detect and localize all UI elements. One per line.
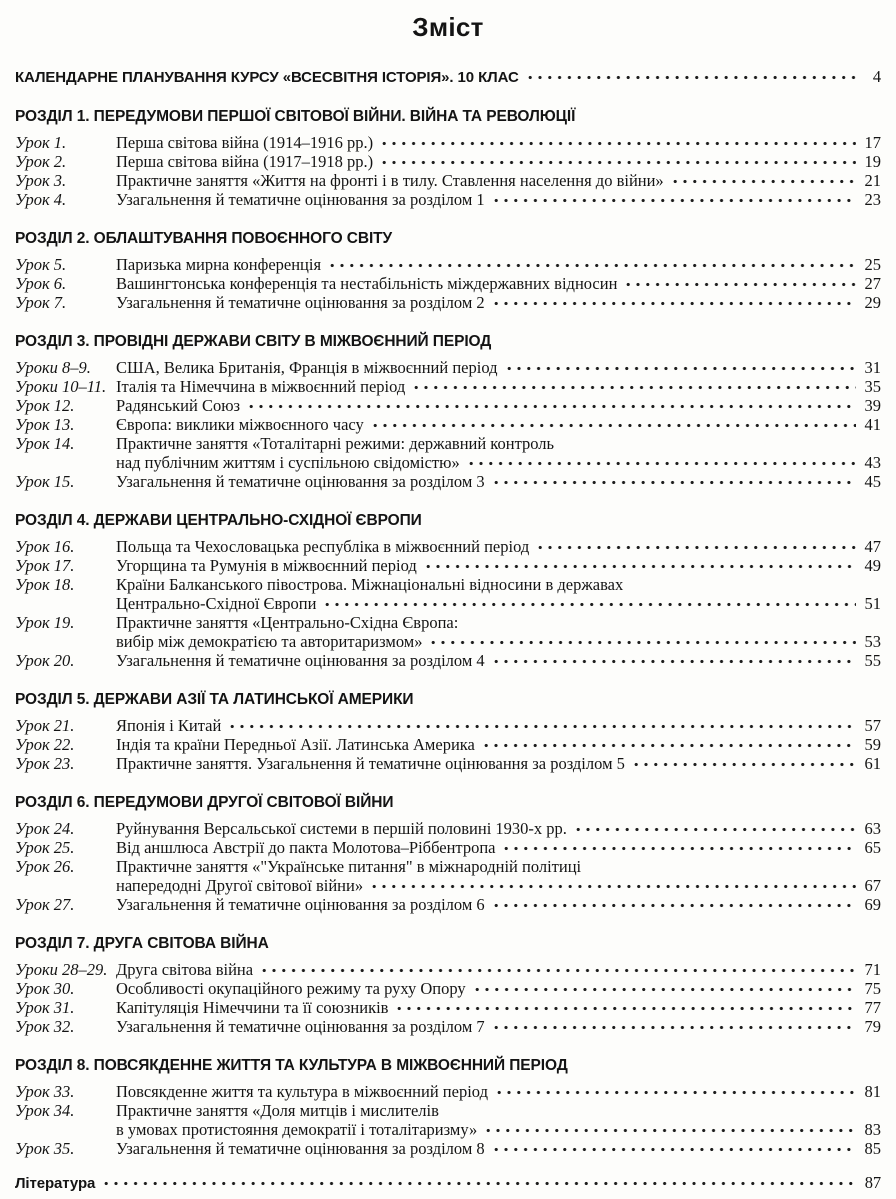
title-line [116, 632, 881, 651]
lesson-title: Практичне заняття «Центрально-Східна Європа: [116, 613, 459, 632]
lesson-label: Урок 19. [15, 613, 75, 632]
page-number: 45 [864, 472, 881, 491]
section-heading: РОЗДІЛ 2. ОБЛАШТУВАННЯ ПОВОЄННОГО СВІТУ [15, 230, 393, 247]
toc-entry [15, 960, 881, 979]
page-number: 4 [872, 67, 881, 86]
lesson-label: Урок 12. [15, 396, 75, 415]
lesson-title: Перша світова війна (1917–1918 рр.) [116, 152, 374, 171]
section-heading: РОЗДІЛ 7. ДРУГА СВІТОВА ВІЙНА [15, 935, 269, 952]
section-heading: РОЗДІЛ 3. ПРОВІДНІ ДЕРЖАВИ СВІТУ В МІЖВОЄННИЙ ПЕРІОД [15, 333, 492, 350]
page-number: 69 [864, 895, 881, 914]
toc-entry [15, 434, 881, 472]
toc-entry [15, 819, 881, 838]
lesson-title-block [116, 274, 881, 293]
lesson-label: Урок 1. [15, 133, 67, 152]
lesson-title-block [116, 838, 881, 857]
lesson-title: Практичне заняття «"Українське питання" в міжнародній політиці [116, 857, 582, 876]
toc-entry [15, 1101, 881, 1139]
toc-entry [15, 152, 881, 171]
lesson-title-block [116, 998, 881, 1017]
lesson-label: Урок 13. [15, 415, 75, 434]
title-line [116, 1120, 881, 1139]
toc-entry [15, 274, 881, 293]
lesson-title-block [116, 377, 881, 396]
lesson-label: Урок 34. [15, 1101, 75, 1120]
lesson-label: Урок 15. [15, 472, 75, 491]
title-line [116, 857, 881, 876]
lesson-label: Урок 7. [15, 293, 67, 312]
lesson-title: Узагальнення й тематичне оцінювання за розділом 7 [116, 1017, 485, 1036]
toc-section [15, 1057, 881, 1158]
toc-entry [15, 895, 881, 914]
lesson-title: Капітуляція Німеччини та її союзників [116, 998, 389, 1017]
title-line [116, 453, 881, 472]
back-matter-entry [15, 1173, 881, 1193]
page-number: 59 [864, 735, 881, 754]
title-line [116, 979, 881, 998]
lesson-label: Уроки 28–29. [15, 960, 108, 979]
lesson-title-block [116, 857, 881, 895]
lesson-label: Урок 17. [15, 556, 75, 575]
title-line [116, 396, 881, 415]
lesson-label: Урок 26. [15, 857, 75, 876]
lesson-title: Узагальнення й тематичне оцінювання за розділом 2 [116, 293, 485, 312]
toc-entry [15, 857, 881, 895]
lesson-title-block [116, 716, 881, 735]
section-heading: РОЗДІЛ 4. ДЕРЖАВИ ЦЕНТРАЛЬНО-СХІДНОЇ ЄВРОПИ [15, 512, 422, 529]
toc-section [15, 512, 881, 670]
lesson-title: Практичне заняття «Тоталітарні режими: державний контроль [116, 434, 555, 453]
lesson-label: Урок 30. [15, 979, 75, 998]
toc-entry [15, 472, 881, 491]
lesson-title-block [116, 171, 881, 190]
page-number: 23 [864, 190, 881, 209]
page-number: 41 [864, 415, 881, 434]
title-line [116, 274, 881, 293]
toc-entry [15, 1139, 881, 1158]
page-number: 67 [864, 876, 881, 895]
page-number: 47 [864, 537, 881, 556]
lesson-title-block [116, 415, 881, 434]
lesson-label: Урок 35. [15, 1139, 75, 1158]
lesson-title: над публічним життям і суспільною свідомістю» [116, 453, 460, 472]
toc-entry [15, 255, 881, 274]
toc-entry [15, 716, 881, 735]
toc-section [15, 333, 881, 491]
title-line [116, 1139, 881, 1158]
lesson-title-block [116, 133, 881, 152]
title-line [116, 1101, 881, 1120]
title-line [116, 876, 881, 895]
title-line [116, 754, 881, 773]
page-number: 53 [864, 632, 881, 651]
lesson-title-block [116, 190, 881, 209]
toc-entry [15, 377, 881, 396]
lesson-title-block [116, 575, 881, 613]
lesson-title: США, Велика Британія, Франція в міжвоєнний період [116, 358, 498, 377]
title-line [116, 434, 881, 453]
lesson-title: напередодні Другої світової війни» [116, 876, 364, 895]
lesson-title-block [116, 152, 881, 171]
lesson-title: Узагальнення й тематичне оцінювання за розділом 6 [116, 895, 485, 914]
toc-entry [15, 537, 881, 556]
title-line [116, 575, 881, 594]
page-number: 17 [864, 133, 881, 152]
lesson-label: Урок 22. [15, 735, 75, 754]
page-number: 55 [864, 651, 881, 670]
front-matter-entry [15, 67, 881, 87]
section-heading: РОЗДІЛ 8. ПОВСЯКДЕННЕ ЖИТТЯ ТА КУЛЬТУРА В МІЖВОЄННИЙ ПЕРІОД [15, 1057, 568, 1074]
page-number: 81 [864, 1082, 881, 1101]
page-number: 19 [864, 152, 881, 171]
lesson-label: Урок 24. [15, 819, 75, 838]
title-line [116, 594, 881, 613]
toc-entry [15, 575, 881, 613]
lesson-title: Угорщина та Румунія в міжвоєнний період [116, 556, 417, 575]
title-line [116, 998, 881, 1017]
front-matter-title: КАЛЕНДАРНЕ ПЛАНУВАННЯ КУРСУ «ВСЕСВІТНЯ ІСТОРІЯ». 10 КЛАС [15, 69, 519, 86]
toc-entry [15, 133, 881, 152]
lesson-title: Практичне заняття. Узагальнення й тематичне оцінювання за розділом 5 [116, 754, 625, 773]
lesson-title-block [116, 434, 881, 472]
title-line [116, 377, 881, 396]
title-line [116, 613, 881, 632]
lesson-title-block [116, 979, 881, 998]
page-number: 35 [864, 377, 881, 396]
back-matter-title: Література [15, 1175, 96, 1192]
lesson-label: Урок 2. [15, 152, 67, 171]
lesson-title-block [116, 1139, 881, 1158]
page-number: 27 [864, 274, 881, 293]
page-number: 31 [864, 358, 881, 377]
toc-entry [15, 613, 881, 651]
lesson-label: Урок 33. [15, 1082, 75, 1101]
lesson-title-block [116, 556, 881, 575]
page-number: 21 [864, 171, 881, 190]
lesson-title-block [116, 1082, 881, 1101]
toc-section [15, 230, 881, 312]
page-number: 85 [864, 1139, 881, 1158]
lesson-title: Узагальнення й тематичне оцінювання за розділом 1 [116, 190, 485, 209]
toc-entry [15, 293, 881, 312]
page-number: 51 [864, 594, 881, 613]
lesson-title-block [116, 895, 881, 914]
lesson-title: Узагальнення й тематичне оцінювання за розділом 8 [116, 1139, 485, 1158]
lesson-label: Урок 18. [15, 575, 75, 594]
title-line [116, 1082, 881, 1101]
lesson-title: Паризька мирна конференція [116, 255, 322, 274]
lesson-title-block [116, 1101, 881, 1139]
section-heading: РОЗДІЛ 1. ПЕРЕДУМОВИ ПЕРШОЇ СВІТОВОЇ ВІЙНИ. ВІЙНА ТА РЕВОЛЮЦІЇ [15, 108, 576, 125]
toc-entry [15, 171, 881, 190]
lesson-title-block [116, 358, 881, 377]
lesson-title: Узагальнення й тематичне оцінювання за розділом 3 [116, 472, 485, 491]
title-line [116, 171, 881, 190]
lesson-title-block [116, 537, 881, 556]
section-heading: РОЗДІЛ 5. ДЕРЖАВИ АЗІЇ ТА ЛАТИНСЬКОЇ АМЕРИКИ [15, 691, 414, 708]
lesson-label: Урок 5. [15, 255, 67, 274]
toc-entry [15, 838, 881, 857]
sections-container [15, 108, 881, 1158]
lesson-title: Особливості окупаційного режиму та руху Опору [116, 979, 466, 998]
title-line [116, 190, 881, 209]
toc-entry [15, 556, 881, 575]
lesson-label: Урок 25. [15, 838, 75, 857]
page-number: 77 [864, 998, 881, 1017]
toc-section [15, 691, 881, 773]
page-number: 87 [864, 1173, 881, 1192]
lesson-label: Урок 6. [15, 274, 67, 293]
lesson-title: Практичне заняття «Доля митців і мислителів [116, 1101, 439, 1120]
lesson-label: Урок 27. [15, 895, 75, 914]
page-number: 79 [864, 1017, 881, 1036]
lesson-label: Урок 23. [15, 754, 75, 773]
lesson-label: Уроки 10–11. [15, 377, 107, 396]
lesson-title: Повсякденне життя та культура в міжвоєнний період [116, 1082, 488, 1101]
title-line [116, 716, 881, 735]
lesson-title: в умовах протистояння демократії і тоталітаризму» [116, 1120, 478, 1139]
toc-entry [15, 1017, 881, 1036]
lesson-title: Друга світова війна [116, 960, 254, 979]
lesson-title: Узагальнення й тематичне оцінювання за розділом 4 [116, 651, 485, 670]
lesson-label: Урок 31. [15, 998, 75, 1017]
page-title: Зміст [412, 12, 484, 42]
lesson-title: Практичне заняття «Життя на фронті і в тилу. Ставлення населення до війни» [116, 171, 664, 190]
title-line [116, 537, 881, 556]
toc-entry [15, 979, 881, 998]
lesson-title-block [116, 613, 881, 651]
lesson-label: Уроки 8–9. [15, 358, 91, 377]
page-number: 57 [864, 716, 881, 735]
page-number: 83 [864, 1120, 881, 1139]
toc-section [15, 794, 881, 914]
lesson-title: Від аншлюса Австрії до пакта Молотова–Ріббентропа [116, 838, 496, 857]
title-line [116, 133, 881, 152]
toc-entry [15, 396, 881, 415]
toc-entry [15, 358, 881, 377]
lesson-title-block [116, 255, 881, 274]
lesson-title-block [116, 472, 881, 491]
lesson-label: Урок 32. [15, 1017, 75, 1036]
toc-entry [15, 998, 881, 1017]
page-number: 39 [864, 396, 881, 415]
toc-entry [15, 735, 881, 754]
toc-entry [15, 190, 881, 209]
lesson-title: Вашингтонська конференція та нестабільність міждержавних відносин [116, 274, 618, 293]
lesson-title-block [116, 396, 881, 415]
title-line [116, 735, 881, 754]
lesson-label: Урок 14. [15, 434, 75, 453]
lesson-title-block [116, 960, 881, 979]
lesson-label: Урок 3. [15, 171, 67, 190]
title-line [116, 960, 881, 979]
page-number: 71 [864, 960, 881, 979]
title-line [116, 838, 881, 857]
toc-entry [15, 651, 881, 670]
page-number: 65 [864, 838, 881, 857]
page-number: 63 [864, 819, 881, 838]
title-line [116, 819, 881, 838]
toc-section [15, 935, 881, 1036]
title-line [116, 255, 881, 274]
page-number: 61 [864, 754, 881, 773]
lesson-title: Індія та країни Передньої Азії. Латинська Америка [116, 735, 475, 754]
lesson-title: Руйнування Версальської системи в першій половині 1930-х рр. [116, 819, 567, 838]
lesson-title: Центрально-Східної Європи [116, 594, 317, 613]
toc-entry [15, 1082, 881, 1101]
page-number: 29 [864, 293, 881, 312]
lesson-title: Польща та Чехословацька республіка в міжвоєнний період [116, 537, 530, 556]
lesson-title: вибір між демократією та авторитаризмом» [116, 632, 423, 651]
lesson-label: Урок 4. [15, 190, 67, 209]
page-number: 43 [864, 453, 881, 472]
page-number: 75 [864, 979, 881, 998]
lesson-label: Урок 21. [15, 716, 75, 735]
toc-entry [15, 415, 881, 434]
toc-section [15, 108, 881, 209]
title-line [116, 556, 881, 575]
lesson-title-block [116, 651, 881, 670]
lesson-label: Урок 20. [15, 651, 75, 670]
title-line [116, 152, 881, 171]
lesson-title-block [116, 293, 881, 312]
lesson-label: Урок 16. [15, 537, 75, 556]
title-line [116, 895, 881, 914]
section-heading: РОЗДІЛ 6. ПЕРЕДУМОВИ ДРУГОЇ СВІТОВОЇ ВІЙНИ [15, 794, 394, 811]
lesson-title: Радянський Союз [116, 396, 241, 415]
lesson-title: Країни Балканського півострова. Міжнаціональні відносини в державах [116, 575, 624, 594]
lesson-title-block [116, 735, 881, 754]
lesson-title-block [116, 1017, 881, 1036]
lesson-title: Японія і Китай [116, 716, 222, 735]
title-line [116, 415, 881, 434]
lesson-title-block [116, 819, 881, 838]
title-line [116, 472, 881, 491]
lesson-title: Європа: виклики міжвоєнного часу [116, 415, 364, 434]
title-line [116, 358, 881, 377]
lesson-title-block [116, 754, 881, 773]
title-line [116, 293, 881, 312]
lesson-title: Італія та Німеччина в міжвоєнний період [116, 377, 406, 396]
page-number: 49 [864, 556, 881, 575]
toc-entry [15, 754, 881, 773]
lesson-title: Перша світова війна (1914–1916 рр.) [116, 133, 374, 152]
page-number: 25 [864, 255, 881, 274]
title-line [116, 651, 881, 670]
title-line [116, 1017, 881, 1036]
